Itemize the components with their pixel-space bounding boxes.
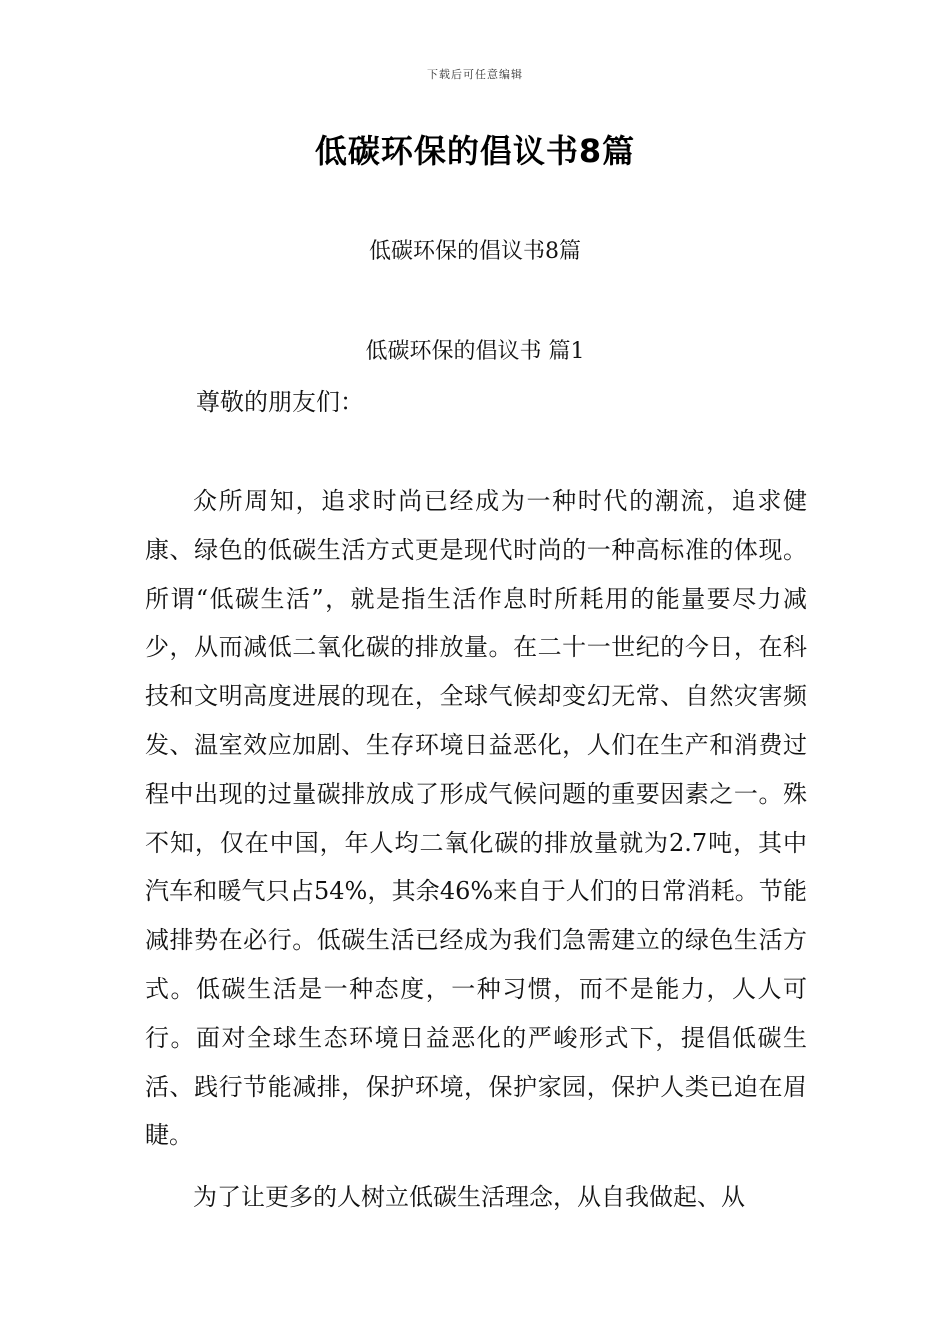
salutation: 尊敬的朋友们： <box>196 388 364 416</box>
header-note: 下载后可任意编辑 <box>427 68 523 81</box>
body-paragraph: 众所周知，追求时尚已经成为一种时代的潮流，追求健康、绿色的低碳生活方式更是现代时尚的一种高标准的体现。所谓“低碳生活”，就是指生活作息时所耗用的能量要尽力减少，从而减低二氧化碳的排放量。在二十一世纪的今日，在科技和文明高度进展的现在，全球气候却变幻无常、自然灾害频发、温室效应加剧、生存环境日益恶化，人们在生产和消费过程中出现的过量碳排放成了形成气候问题的重要因素之一。殊不知，仅在中国，年人均二氧化碳的排放量就为2.7吨，其中汽车和暖气只占54%，其余46%来自于人们的日常消耗。节能减排势在必行。低碳生活已经成为我们急需建立的绿色生活方式。低碳生活是一种态度，一种习惯，而不是能力，人人可行。面对全球生态环境日益恶化的严峻形式下，提倡低碳生活、践行节能减排，保护环境，保护家园，保护人类已迫在眉睫。 <box>145 487 807 1150</box>
body-paragraph: 为了让更多的人树立低碳生活理念，从自我做起、从 <box>193 1183 745 1211</box>
document-subtitle: 低碳环保的倡议书8篇 <box>369 239 581 264</box>
document-title: 低碳环保的倡议书8篇 <box>314 132 636 170</box>
section-heading: 低碳环保的倡议书 篇1 <box>365 339 585 364</box>
